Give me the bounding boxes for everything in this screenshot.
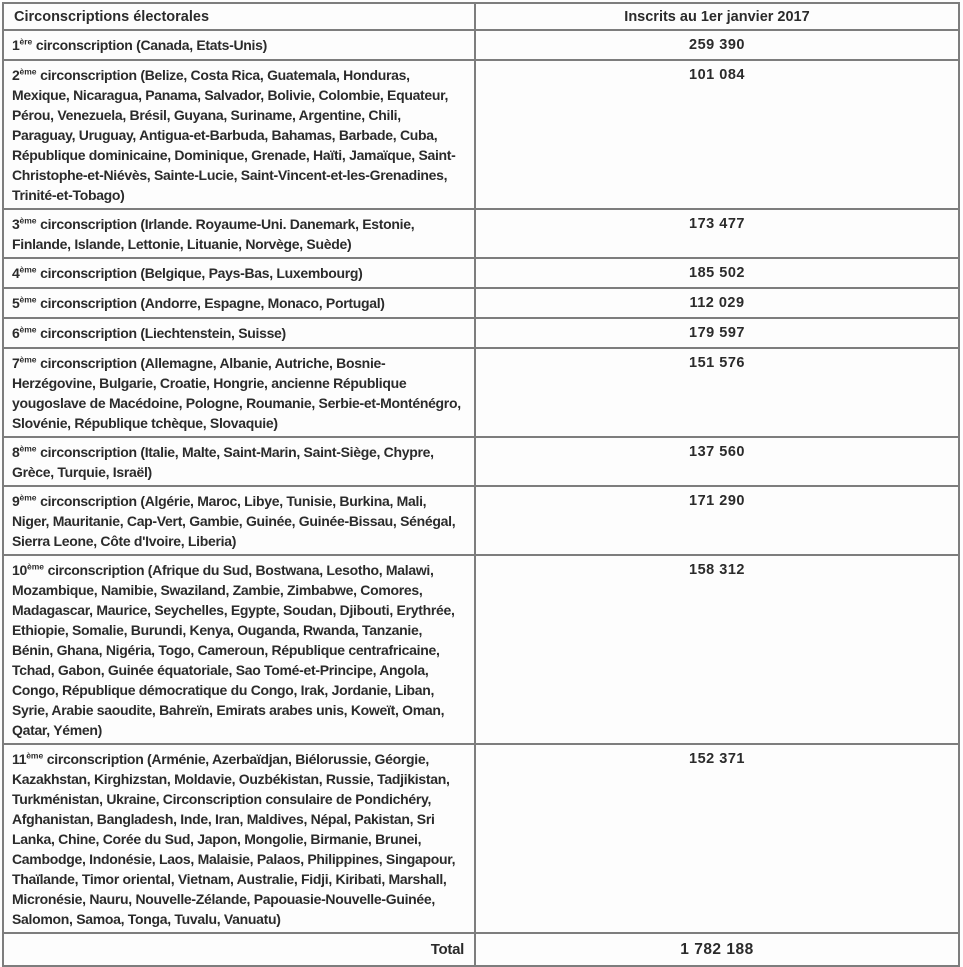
circonscriptions-table [2,2,960,967]
circonscription-countries: circonscription (Algérie, Maroc, Libye, Tunisie, Burkina, Mali, Niger, Mauritanie, Cap-Vert, Gambie, Guinée, Guinée-Bissau, Sénégal, Sierra Leone, Côte d'Ivoire, Liberia) [12,493,456,549]
circonscription-ordinal: 3 [12,216,20,232]
circonscription-countries: circonscription (Afrique du Sud, Bostwana, Lesotho, Malawi, Mozambique, Namibie, Swaziland, Zambie, Zimbabwe, Comores, Madagascar, Maurice, Seychelles, Egypte, Soudan, Djibouti, Erythrée, Ethiopie, Somalie, Burundi, Kenya, Ouganda, Rwanda, Tanzanie, Bénin, Ghana, Nigéria, Togo, Cameroun, République centrafricaine, Tchad, Gabon, Guinée équatoriale, Sao Tomé-et-Principe, Angola, Congo, République démocratique du Congo, Irak, Jordanie, Liban, Syrie, Arabie saoudite, Bahreïn, Emirats arabes unis, Koweït, Oman, Qatar, Yémen) [12,562,455,738]
total-label: Total [3,933,475,966]
table-header [3,3,959,30]
inscrits-value: 151 576 [475,348,959,437]
circonscription-countries: circonscription (Canada, Etats-Unis) [32,37,267,53]
circonscription-countries: circonscription (Arménie, Azerbaïdjan, Biélorussie, Géorgie, Kazakhstan, Kirghizstan, Moldavie, Ouzbékistan, Russie, Tadjikistan, Turkménistan, Ukraine, Circonscription consulaire de Pondichéry, Afghanistan, Bangladesh, Inde, Iran, Maldives, Népal, Pakistan, Sri Lanka, Chine, Corée du Sud, Japon, Mongolie, Birmanie, Brunei, Cambodge, Indonésie, Laos, Malaisie, Palaos, Philippines, Singapour, Thaïlande, Timor oriental, Vietnam, Australie, Fidji, Kiribati, Marshall, Micronésie, Nauru, Nouvelle-Zélande, Papouasie-Nouvelle-Guinée, Salomon, Samoa, Tonga, Tuvalu, Vanuatu) [12,751,456,927]
circonscription-ordinal-suffix: ème [19,492,37,503]
circonscription-countries: circonscription (Belgique, Pays-Bas, Luxembourg) [36,265,363,281]
circonscription-ordinal-suffix: ème [19,443,37,454]
table-row [3,288,959,318]
total-value: 1 782 188 [475,933,959,966]
circonscription-countries: circonscription (Allemagne, Albanie, Autriche, Bosnie-Herzégovine, Bulgarie, Croatie, Hongrie, ancienne République yougoslave de Macédoine, Pologne, Roumanie, Serbie-et-Monténégro, Slovénie, République tchèque, Slovaquie) [12,355,461,431]
circonscription-ordinal: 6 [12,325,20,341]
inscrits-value: 173 477 [475,209,959,258]
circonscription-cell [3,258,475,288]
circonscription-ordinal-suffix: ème [19,264,37,275]
table-footer [3,933,959,966]
circonscription-ordinal-suffix: ème [19,324,37,335]
circonscription-cell [3,209,475,258]
circonscription-cell [3,555,475,744]
inscrits-value: 101 084 [475,60,959,209]
circonscription-cell [3,437,475,486]
circonscription-ordinal: 11 [12,751,27,767]
circonscription-ordinal-suffix: ème [19,354,37,365]
circonscription-countries: circonscription (Italie, Malte, Saint-Marin, Saint-Siège, Chypre, Grèce, Turquie, Israël) [12,444,434,480]
header-circonscriptions-electorales: Circonscriptions électorales [3,3,475,30]
circonscription-cell [3,30,475,60]
table-row [3,209,959,258]
table-row [3,486,959,555]
circonscription-ordinal-suffix: ème [19,294,37,305]
circonscription-cell [3,60,475,209]
circonscription-ordinal: 5 [12,295,20,311]
table-row [3,318,959,348]
inscrits-value: 171 290 [475,486,959,555]
circonscription-ordinal: 2 [12,67,20,83]
table-body [3,30,959,933]
table-row [3,60,959,209]
inscrits-value: 158 312 [475,555,959,744]
circonscription-countries: circonscription (Andorre, Espagne, Monaco, Portugal) [36,295,385,311]
table-row [3,437,959,486]
inscrits-value: 179 597 [475,318,959,348]
circonscription-countries: circonscription (Liechtenstein, Suisse) [36,325,286,341]
circonscription-ordinal-suffix: ère [19,36,33,47]
circonscription-countries: circonscription (Belize, Costa Rica, Guatemala, Honduras, Mexique, Nicaragua, Panama, Salvador, Bolivie, Colombie, Equateur, Pérou, Venezuela, Brésil, Guyana, Suriname, Argentine, Chili, Paraguay, Uruguay, Antigua-et-Barbuda, Bahamas, Barbade, Cuba, République dominicaine, Dominique, Grenade, Haïti, Jamaïque, Saint-Christophe-et-Niévès, Sainte-Lucie, Saint-Vincent-et-les-Grenadines, Trinité-et-Tobago) [12,67,456,203]
circonscription-ordinal: 9 [12,493,20,509]
inscrits-value: 259 390 [475,30,959,60]
header-row [3,3,959,30]
circonscription-ordinal-suffix: ème [26,750,44,761]
circonscription-cell [3,744,475,933]
circonscription-ordinal-suffix: ème [26,561,44,572]
circonscription-cell [3,486,475,555]
inscrits-value: 185 502 [475,258,959,288]
circonscription-cell [3,318,475,348]
circonscription-countries: circonscription (Irlande. Royaume-Uni. Danemark, Estonie, Finlande, Islande, Lettonie, Lituanie, Norvège, Suède) [12,216,415,252]
circonscription-ordinal: 10 [12,562,27,578]
circonscription-ordinal: 1 [12,37,20,53]
table-row [3,744,959,933]
circonscription-ordinal-suffix: ème [19,215,37,226]
circonscription-ordinal: 7 [12,355,20,371]
inscrits-value: 152 371 [475,744,959,933]
table-row [3,258,959,288]
circonscription-ordinal-suffix: ème [19,66,37,77]
circonscription-ordinal: 8 [12,444,20,460]
inscrits-value: 112 029 [475,288,959,318]
circonscription-cell [3,288,475,318]
table-row [3,30,959,60]
circonscription-ordinal: 4 [12,265,20,281]
circonscription-cell [3,348,475,437]
table-row [3,348,959,437]
total-row [3,933,959,966]
table-row [3,555,959,744]
header-inscrits-janvier-2017: Inscrits au 1er janvier 2017 [475,3,959,30]
inscrits-value: 137 560 [475,437,959,486]
